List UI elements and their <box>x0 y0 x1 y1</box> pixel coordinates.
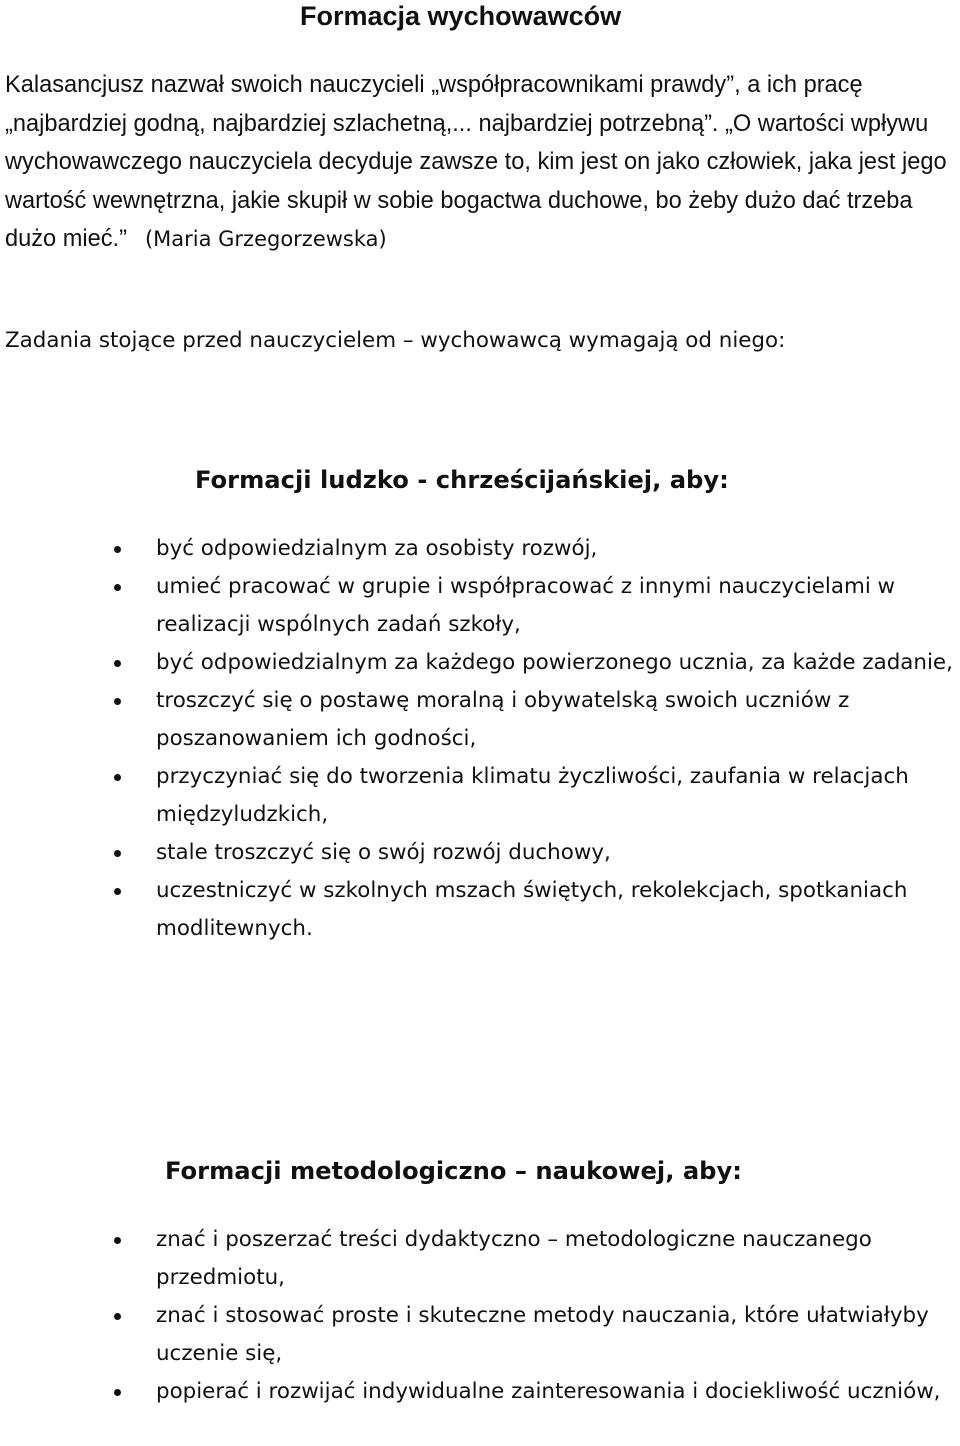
list-item <box>0 530 960 568</box>
list-item-text: popierać i rozwijać indywidualne zainteresowania i dociekliwość uczniów, <box>156 1379 941 1404</box>
list-item-text: troszczyć się o postawę moralną i obywatelską swoich uczniów z poszanowaniem ich godności, <box>156 688 850 751</box>
list-item <box>0 644 960 682</box>
tasks-lead-text: Zadania stojące przed nauczycielem – wychowawcą wymagają od niego: <box>5 328 786 353</box>
methodological-list <box>0 1221 960 1411</box>
bullet-icon <box>114 774 121 781</box>
list-item-text: stale troszczyć się o swój rozwój duchowy, <box>156 840 611 865</box>
list-item <box>0 1221 960 1297</box>
list-item <box>0 1297 960 1373</box>
list-item <box>0 568 960 644</box>
list-item-text: przyczyniać się do tworzenia klimatu życzliwości, zaufania w relacjach międzyludzkich, <box>156 764 909 827</box>
list-item <box>0 682 960 758</box>
list-item-text: umieć pracować w grupie i współpracować z innymi nauczycielami w realizacji wspólnych zadań szkoły, <box>156 574 896 637</box>
document-title: Formacja wychowawców <box>300 1 622 31</box>
bullet-icon <box>114 660 121 667</box>
bullet-icon <box>114 888 121 895</box>
list-item <box>0 872 960 948</box>
list-item <box>0 834 960 872</box>
bullet-icon <box>114 584 121 591</box>
section-heading-methodological: Formacji metodologiczno – naukowej, aby: <box>165 1157 742 1185</box>
list-item-text: być odpowiedzialnym za osobisty rozwój, <box>156 536 598 561</box>
list-item-text: znać i stosować proste i skuteczne metody nauczania, które ułatwiałyby uczenie się, <box>156 1303 929 1366</box>
bullet-icon <box>114 1313 121 1320</box>
human-christian-list <box>0 530 960 948</box>
list-item-text: uczestniczyć w szkolnych mszach świętych, rekolekcjach, spotkaniach modlitewnych. <box>156 878 908 941</box>
bullet-icon <box>114 1237 121 1244</box>
list-item <box>0 758 960 834</box>
list-item <box>0 1373 960 1411</box>
bullet-icon <box>114 850 121 857</box>
intro-quote-text: Kalasancjusz nazwał swoich nauczycieli „współpracownikami prawdy”, a ich pracę „najbardziej godną, najbardziej szlachetną,... najbardziej potrzebną”. „O wartości wpływu wychowawczego nauczyciela decyduje zawsze to, kim jest on jako człowiek, jaka jest jego wartość wewnętrzna, jakie skupił w sobie bogactwa duchowe, bo żeby dużo dać trzeba dużo mieć.” <box>5 72 947 252</box>
bullet-icon <box>114 1389 121 1396</box>
list-item-text: być odpowiedzialnym za każdego powierzonego ucznia, za każde zadanie, <box>156 650 953 675</box>
quote-author: (Maria Grzegorzewska) <box>144 227 387 251</box>
intro-paragraph <box>5 66 960 259</box>
bullet-icon <box>114 698 121 705</box>
list-item-text: znać i poszerzać treści dydaktyczno – metodologiczne nauczanego przedmiotu, <box>156 1227 872 1290</box>
bullet-icon <box>114 546 121 553</box>
section-heading-human-christian: Formacji ludzko - chrześcijańskiej, aby: <box>195 466 729 494</box>
